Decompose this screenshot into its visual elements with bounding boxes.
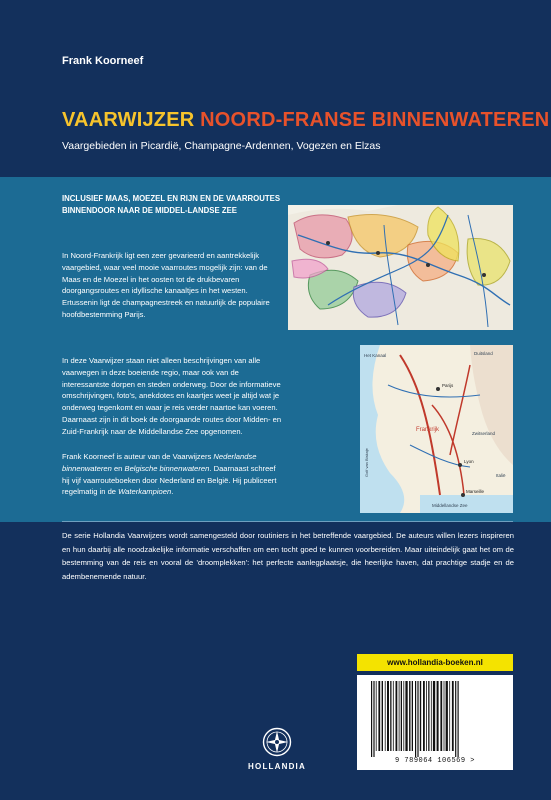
barcode-bar <box>371 681 372 757</box>
map-label-sea: Middellandse Zee <box>432 503 468 508</box>
barcode-number <box>357 757 513 765</box>
barcode-bars <box>357 675 513 770</box>
barcode-bar <box>396 681 398 751</box>
barcode-bar <box>433 681 435 751</box>
barcode-bar <box>405 681 407 751</box>
barcode-bar <box>378 681 380 751</box>
series-description: De serie Hollandia Vaarwijzers wordt samengesteld door routiniers in het betreffende vaargebied. De auteurs willen lezers inspireren en hun daarbij alle noodzakelijke informatie verschaffen om een tocht goed te kunnen voorbereiden. Maar uiteindelijk gaat het om de bestemming van de reis en vooral de 'droomplekken': het perfecte aanlegplaatsje, die heerlijke haven, dat prachtige stadje en de adembenemende natuur. <box>62 531 514 581</box>
paragraph-intro: In Noord-Frankrijk ligt een zeer gevarieerd en aantrekkelijk vaargebied, waar veel mooie vaarroutes mogelijk zijn: van de Maas en de Moezel in het oosten tot de drukbevaren doorgangsroutes en idyllische kanaaltjes in het westen. Ertussenin ligt de champagnestreek en natuurlijk de populaire hoofdbestemming Parijs. <box>62 251 270 319</box>
barcode-bar <box>393 681 394 751</box>
publisher-logo <box>222 727 332 777</box>
author-bio-text: . <box>171 487 174 497</box>
barcode-bar <box>455 681 456 757</box>
map-label-south: Lyon <box>464 459 474 464</box>
barcode-bar <box>415 681 416 757</box>
barcode-bar <box>446 681 448 751</box>
barcode-bar <box>382 681 383 751</box>
barcode-bar <box>437 681 439 751</box>
barcode-bar <box>403 681 404 751</box>
book-ref-be: Belgische binnenwateren <box>124 463 210 473</box>
map-label-east: Zwitserland <box>472 431 496 436</box>
barcode-bar <box>376 681 377 751</box>
author-name: Frank Koorneef <box>62 55 144 67</box>
magazine-ref: Waterkampioen <box>118 487 172 497</box>
lead-text: INCLUSIEF MAAS, MOEZEL EN RIJN EN DE VAARROUTES BINNENDOOR NAAR DE MIDDEL-LANDSE ZEE <box>62 194 281 215</box>
map-label-north: Het Kanaal <box>364 353 387 358</box>
barcode-bar <box>385 681 386 751</box>
book-ref-nl: Nederlandse binnenwateren <box>62 452 257 473</box>
map-label-country: Duitsland <box>474 351 493 356</box>
route-map-graphic <box>360 345 513 513</box>
map-label-port: Marseille <box>466 489 485 494</box>
barcode-suffix: > <box>470 757 475 765</box>
barcode-bar <box>431 681 432 751</box>
route-map <box>360 345 513 513</box>
isbn-barcode <box>357 675 513 770</box>
compass-icon <box>262 727 292 757</box>
barcode-bar <box>401 681 402 751</box>
barcode-bar <box>444 681 445 751</box>
website-url[interactable]: www.hollandia-boeken.nl <box>357 654 513 671</box>
map-label-region: Frankrijk <box>416 427 440 433</box>
title-series: VAARWIJZER <box>62 109 195 131</box>
barcode-bar <box>387 681 389 751</box>
barcode-bar <box>440 681 442 751</box>
barcode-bar <box>458 681 459 757</box>
regional-map-graphic <box>288 205 513 330</box>
paragraph-contents: In deze Vaarwijzer staan niet alleen beschrijvingen van alle vaarwegen in deze boeiende regio, maar ook van de interessantste dorpen en steden onderweg. Door de informatieve omschrijvingen, foto's, anekdotes en kaartjes weet je altijd wat je onderweg tegenkomt en waar je reis verder naartoe kan voeren. Daarnaast zijn in dit boek de doorgaande routes door Midden- en Zuid-Frankrijk naar de Middellandse Zee opgenomen. <box>62 356 282 436</box>
book-subtitle: Vaargebieden in Picardië, Champagne-Ardennen, Vogezen en Elzas <box>62 140 381 152</box>
author-bio-text: en <box>111 463 125 473</box>
barcode-bar <box>409 681 410 751</box>
barcode-bar <box>449 681 450 751</box>
divider-line <box>62 521 513 522</box>
publisher-name: HOLLANDIA <box>248 762 306 771</box>
barcode-bar <box>412 681 413 751</box>
barcode-bar <box>426 681 427 751</box>
barcode-bar <box>420 681 421 751</box>
title-subject: NOORD-FRANSE BINNENWATEREN <box>200 109 550 131</box>
barcode-digits: 9 789064 106569 <box>395 757 466 765</box>
book-title <box>62 109 549 132</box>
barcode-bar <box>399 681 400 751</box>
barcode-bar <box>390 681 391 751</box>
map-label-neighbor: Italië <box>496 473 506 478</box>
map-label-city: Parijs <box>442 383 454 388</box>
paragraph-author <box>62 451 284 498</box>
barcode-bar <box>423 681 425 751</box>
barcode-bar <box>417 681 418 757</box>
author-bio-text: . Daarnaast schreef hij vijf vaarrouteboeken door Nederland en België. Hij publiceert regelmatig in de <box>62 463 277 497</box>
regional-map <box>288 205 513 330</box>
barcode-bar <box>452 681 454 751</box>
map-label-west: Golf van Biskaje <box>364 448 369 477</box>
author-bio-text: Frank Koorneef is auteur van de Vaarwijzers <box>62 452 214 461</box>
barcode-bar <box>428 681 429 751</box>
barcode-bar <box>373 681 374 757</box>
